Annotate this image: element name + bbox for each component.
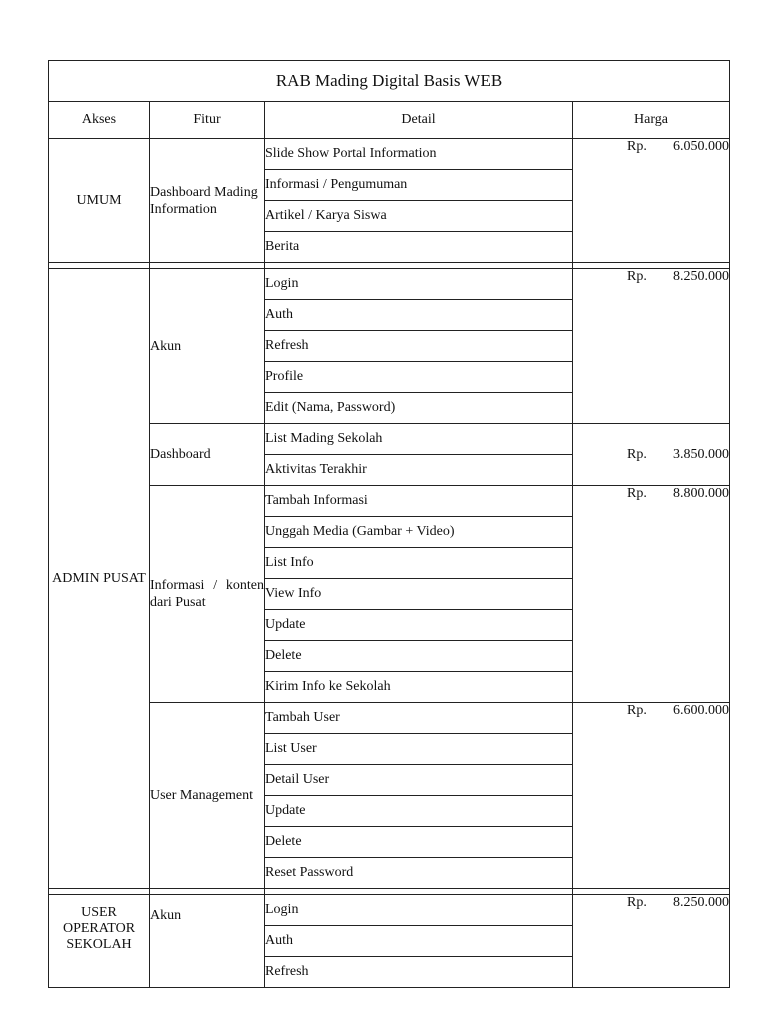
detail-cell: View Info [265, 579, 573, 610]
detail-cell: Login [265, 269, 573, 300]
price-value: 8.250.000 [673, 895, 730, 910]
detail-cell: Login [265, 895, 573, 926]
detail-cell: Delete [265, 827, 573, 858]
detail-cell: List Info [265, 548, 573, 579]
detail-cell: Update [265, 796, 573, 827]
currency-label: Rp. [627, 895, 647, 910]
harga-cell [573, 703, 730, 889]
fitur-cell: Informasi / konten dari Pusat [150, 486, 265, 703]
detail-cell: Refresh [265, 957, 573, 988]
price-value: 8.800.000 [673, 486, 730, 501]
table-row [49, 424, 730, 455]
detail-cell: Artikel / Karya Siswa [265, 201, 573, 232]
table-row [49, 269, 730, 300]
harga-cell [573, 139, 730, 263]
table-title: RAB Mading Digital Basis WEB [49, 61, 730, 102]
detail-cell: Aktivitas Terakhir [265, 455, 573, 486]
detail-cell: Auth [265, 926, 573, 957]
detail-cell: Unggah Media (Gambar + Video) [265, 517, 573, 548]
detail-cell: Detail User [265, 765, 573, 796]
currency-label: Rp. [627, 446, 647, 462]
detail-cell: Delete [265, 641, 573, 672]
section-umum [49, 139, 730, 269]
price-value: 6.050.000 [673, 139, 730, 154]
detail-cell: Berita [265, 232, 573, 263]
detail-cell: Update [265, 610, 573, 641]
section-user-operator-sekolah [49, 895, 730, 988]
table-row [49, 139, 730, 170]
header-harga: Harga [573, 102, 730, 139]
detail-cell: List User [265, 734, 573, 765]
currency-label: Rp. [627, 139, 647, 154]
detail-cell: Reset Password [265, 858, 573, 889]
detail-cell: Slide Show Portal Information [265, 139, 573, 170]
harga-cell [573, 424, 730, 486]
detail-cell: Refresh [265, 331, 573, 362]
table-row [49, 895, 730, 926]
rab-table [48, 60, 730, 988]
detail-cell: Tambah Informasi [265, 486, 573, 517]
detail-cell: Profile [265, 362, 573, 393]
detail-cell: List Mading Sekolah [265, 424, 573, 455]
harga-cell [573, 486, 730, 703]
table-row [49, 703, 730, 734]
akses-cell: UMUM [49, 139, 150, 263]
akses-cell: ADMIN PUSAT [49, 269, 150, 889]
detail-cell: Informasi / Pengumuman [265, 170, 573, 201]
detail-cell: Kirim Info ke Sekolah [265, 672, 573, 703]
harga-cell [573, 269, 730, 424]
detail-cell: Tambah User [265, 703, 573, 734]
currency-label: Rp. [627, 703, 647, 718]
fitur-cell: User Management [150, 703, 265, 889]
fitur-cell: Dashboard Mading Information [150, 139, 265, 263]
fitur-cell: Akun [150, 269, 265, 424]
header-detail: Detail [265, 102, 573, 139]
fitur-cell: Dashboard [150, 424, 265, 486]
akses-cell: USER OPERATOR SEKOLAH [49, 895, 150, 988]
currency-label: Rp. [627, 269, 647, 284]
price-value: 8.250.000 [673, 269, 730, 284]
detail-cell: Edit (Nama, Password) [265, 393, 573, 424]
section-admin-pusat [49, 269, 730, 895]
table-row [49, 486, 730, 517]
harga-cell [573, 895, 730, 988]
price-value: 3.850.000 [673, 446, 730, 462]
header-akses: Akses [49, 102, 150, 139]
header-fitur: Fitur [150, 102, 265, 139]
detail-cell: Auth [265, 300, 573, 331]
fitur-cell: Akun [150, 895, 265, 988]
price-value: 6.600.000 [673, 703, 730, 718]
currency-label: Rp. [627, 486, 647, 501]
